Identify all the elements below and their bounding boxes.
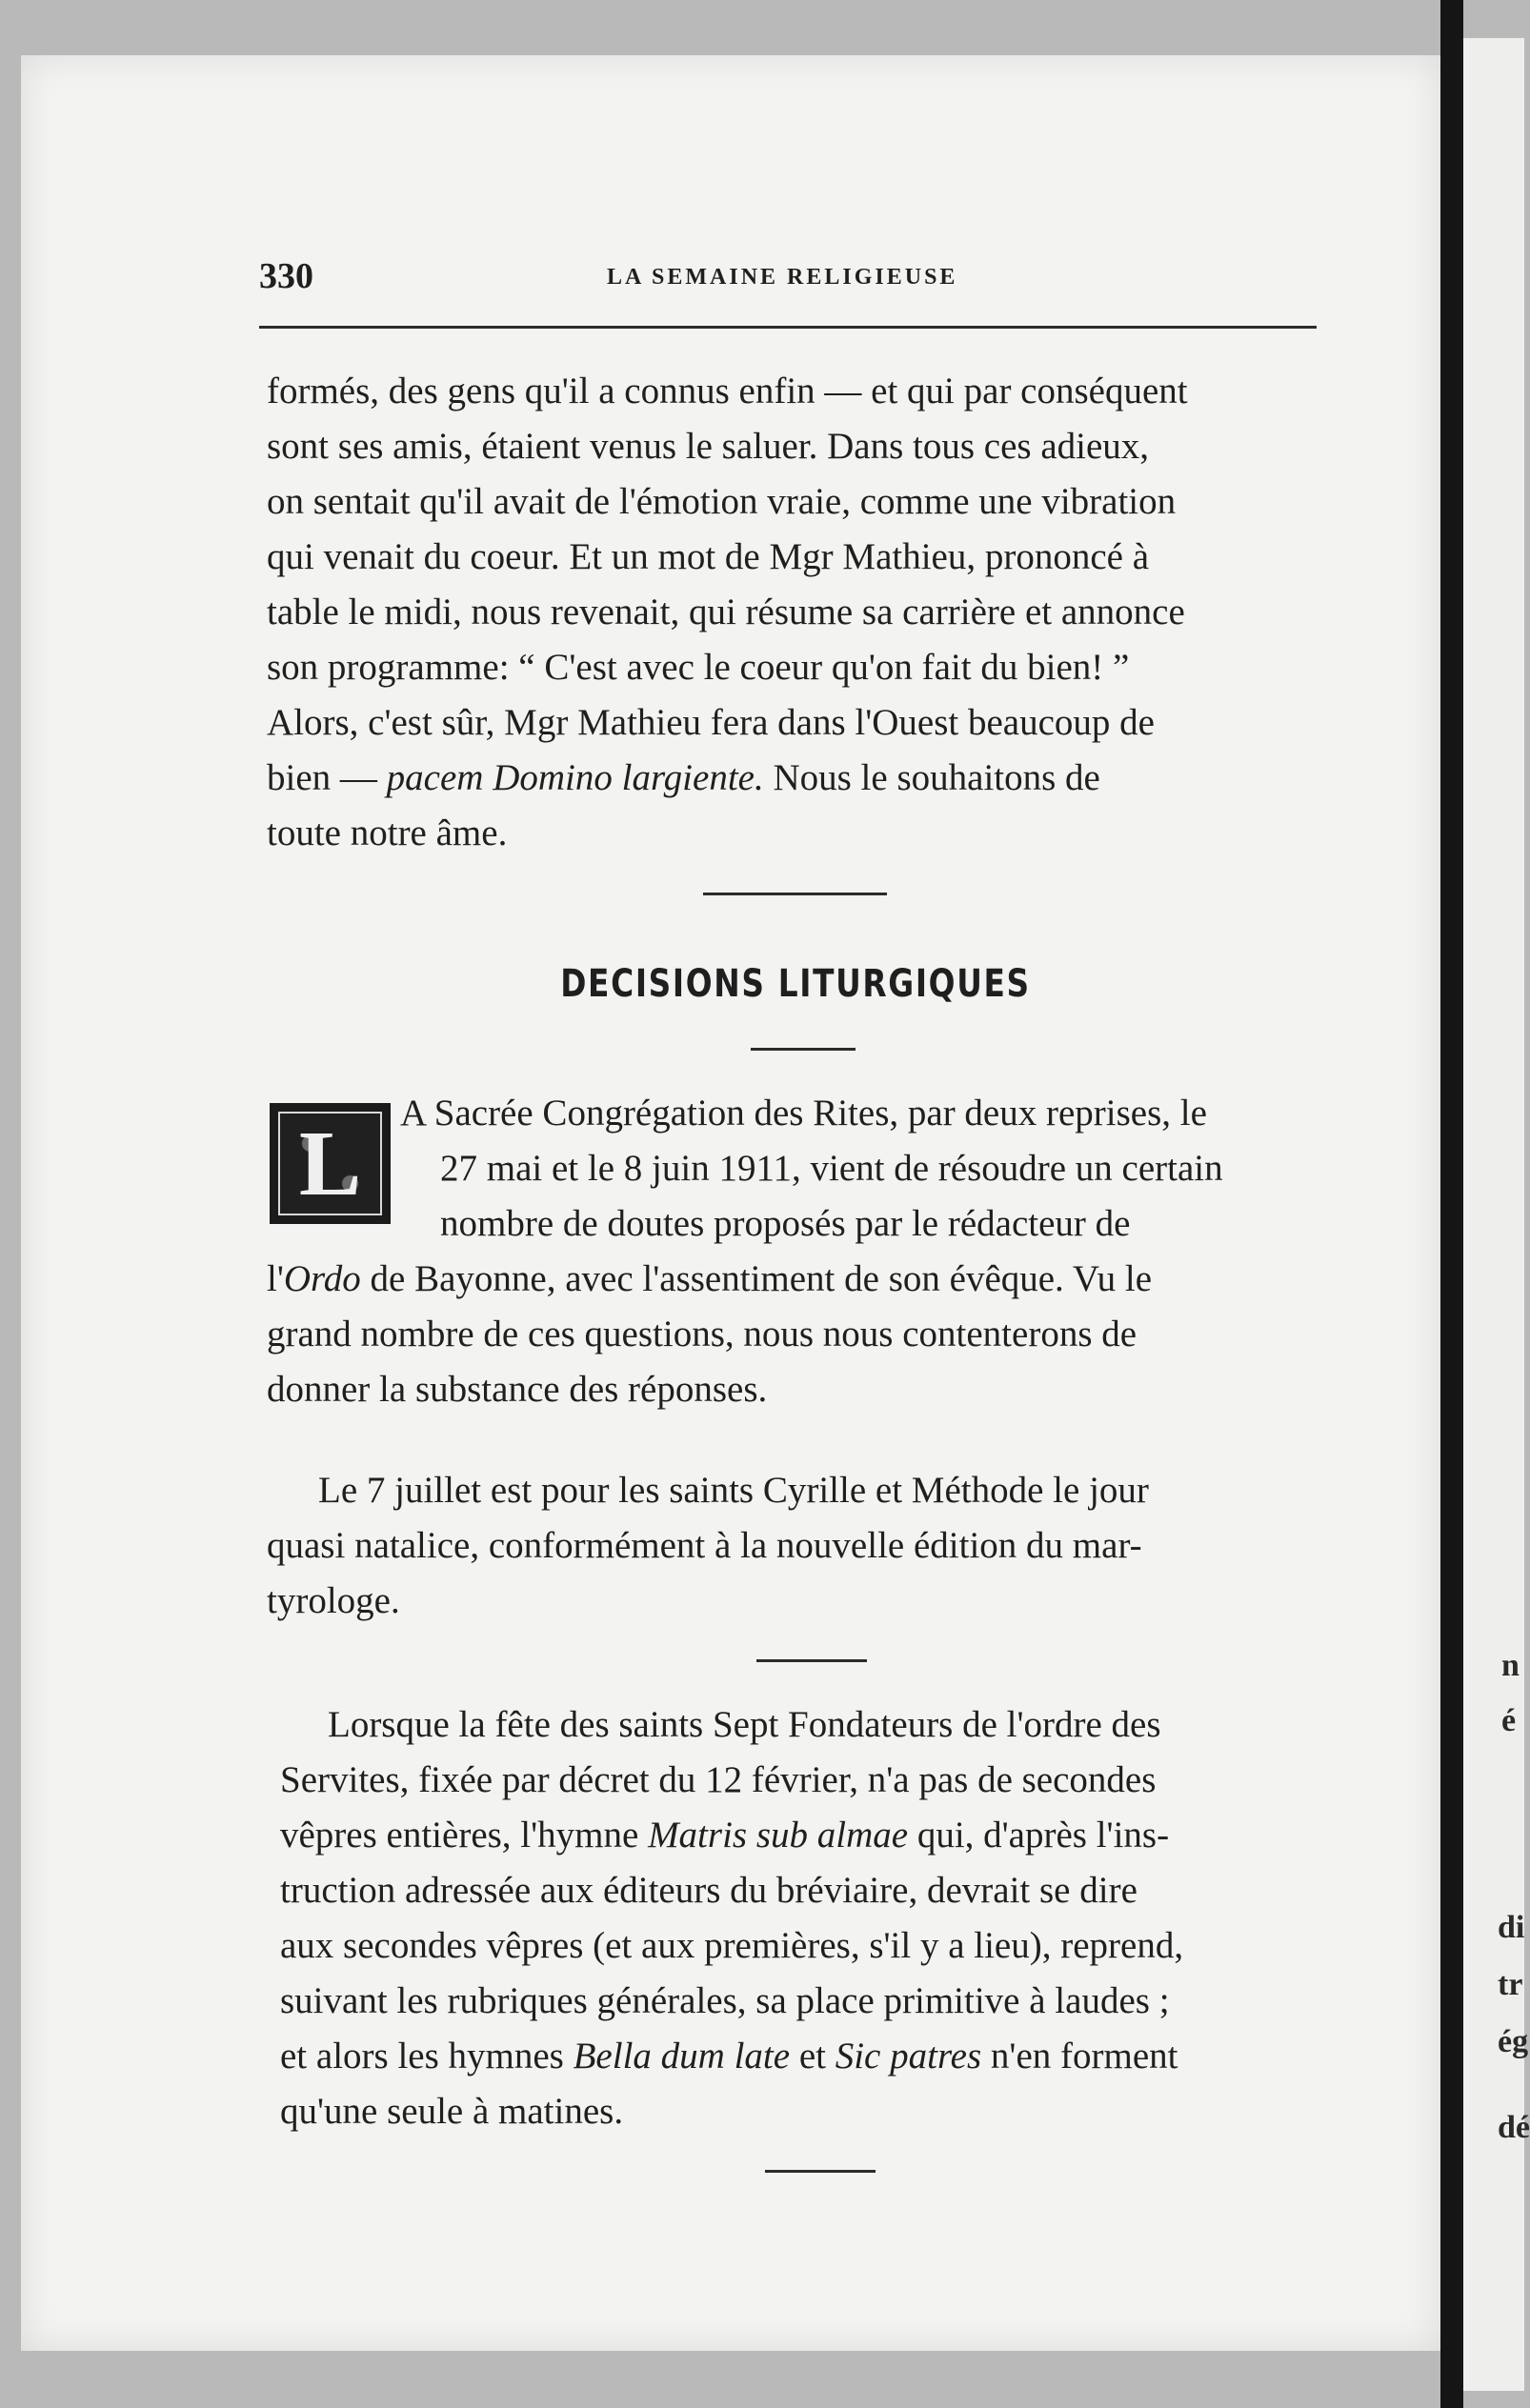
text-span: qui, d'après l'ins- bbox=[916, 1815, 1170, 1856]
text-line: formés, des gens qu'il a connus enfin — et qui par conséquent bbox=[267, 371, 1188, 411]
header-rule bbox=[259, 326, 1317, 329]
text-line: Alors, c'est sûr, Mgr Mathieu fera dans l'Ouest beaucoup de bbox=[267, 702, 1155, 743]
text-line: A Sacrée Congrégation des Rites, par deux reprises, le bbox=[400, 1093, 1207, 1134]
edge-fragment: n bbox=[1501, 1648, 1520, 1683]
text-span: et alors les hymnes bbox=[280, 2036, 564, 2077]
ornamental-drop-cap bbox=[270, 1103, 391, 1224]
text-span: de Bayonne, avec l'assentiment de son évêque. Vu le bbox=[370, 1258, 1153, 1299]
text-line: quasi natalice, conformément à la nouvelle édition du mar- bbox=[267, 1525, 1142, 1566]
text-line: qu'une seule à matines. bbox=[280, 2091, 624, 2132]
page-header bbox=[259, 255, 1321, 303]
text-span: n'en forment bbox=[990, 2036, 1178, 2077]
text-line: 27 mai et le 8 juin 1911, vient de résoudre un certain bbox=[440, 1148, 1223, 1189]
section-divider bbox=[756, 1659, 867, 1662]
text-line: donner la substance des réponses. bbox=[267, 1369, 768, 1410]
text-line: Le 7 juillet est pour les saints Cyrille et Méthode le jour bbox=[318, 1470, 1149, 1511]
edge-fragment: ég bbox=[1498, 2024, 1529, 2059]
text-line: Servites, fixée par décret du 12 février, n'a pas de secondes bbox=[280, 1759, 1157, 1800]
text-line bbox=[280, 1808, 1334, 1863]
text-line: Lorsque la fête des saints Sept Fondateurs de l'ordre des bbox=[328, 1704, 1161, 1745]
text-line: grand nombre de ces questions, nous nous contenterons de bbox=[267, 1314, 1137, 1354]
edge-fragment: dé bbox=[1498, 2110, 1530, 2145]
text-span: bien — bbox=[267, 757, 377, 798]
text-line: sont ses amis, étaient venus le saluer. Dans tous ces adieux, bbox=[267, 426, 1150, 467]
text-line: son programme: “ C'est avec le coeur qu'on fait du bien! ” bbox=[267, 647, 1130, 688]
edge-fragment: tr bbox=[1498, 1967, 1523, 2002]
text-line bbox=[280, 2029, 1334, 2084]
edge-fragment: é bbox=[1501, 1703, 1517, 1738]
section-divider bbox=[765, 2170, 876, 2173]
latin-phrase: Sic patres bbox=[835, 2036, 982, 2077]
text-line: toute notre âme. bbox=[267, 813, 508, 853]
latin-phrase: Bella dum late bbox=[573, 2036, 791, 2077]
section-heading: DECISIONS LITURGIQUES bbox=[560, 962, 1031, 1006]
heading-underline bbox=[751, 1048, 856, 1051]
text-line: table le midi, nous revenait, qui résume sa carrière et annonce bbox=[267, 592, 1185, 632]
section-divider bbox=[703, 893, 887, 895]
latin-phrase: Matris sub almae bbox=[648, 1815, 909, 1856]
text-line: tyrologe. bbox=[267, 1580, 400, 1621]
drop-cap-letter: L bbox=[298, 1113, 362, 1215]
book-gutter bbox=[1440, 0, 1463, 2408]
text-span: vêpres entières, l'hymne bbox=[280, 1815, 639, 1856]
text-line: suivant les rubriques générales, sa place primitive à laudes ; bbox=[280, 1980, 1170, 2021]
text-line: truction adressée aux éditeurs du bréviaire, devrait se dire bbox=[280, 1870, 1137, 1911]
edge-fragment: di bbox=[1498, 1910, 1525, 1945]
text-span: Nous le souhaitons de bbox=[773, 757, 1100, 798]
text-line: qui venait du coeur. Et un mot de Mgr Mathieu, prononcé à bbox=[267, 536, 1150, 577]
text-line bbox=[267, 1252, 1324, 1307]
text-span: l' bbox=[267, 1258, 284, 1299]
latin-phrase: pacem Domino largiente. bbox=[386, 757, 764, 798]
text-line: nombre de doutes proposés par le rédacteur de bbox=[440, 1203, 1131, 1244]
text-span: et bbox=[798, 2036, 826, 2077]
text-line: aux secondes vêpres (et aux premières, s'il y a lieu), reprend, bbox=[280, 1925, 1184, 1966]
adjacent-page-edge bbox=[1463, 38, 1530, 2391]
text-line bbox=[267, 751, 1324, 806]
text-line: on sentait qu'il avait de l'émotion vraie, comme une vibration bbox=[267, 481, 1177, 522]
page-number: 330 bbox=[259, 256, 313, 296]
latin-phrase: Ordo bbox=[283, 1258, 361, 1299]
running-title: LA SEMAINE RELIGIEUSE bbox=[607, 265, 958, 290]
